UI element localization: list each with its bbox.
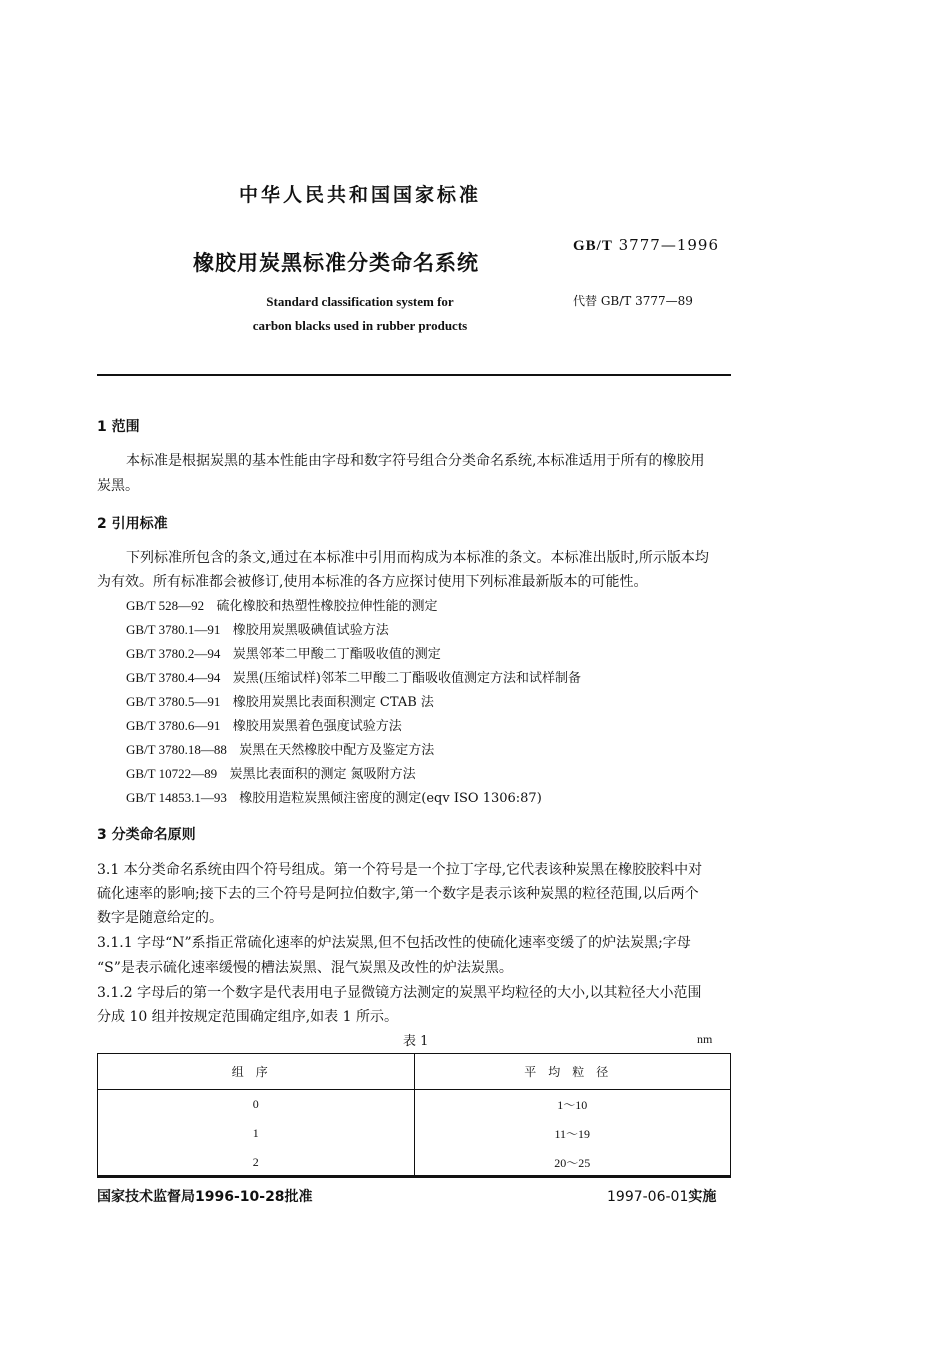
section-2-para-line2: 为有效。所有标准都会被修订,使用本标准的各方应探讨使用下列标准最新版本的可能性。 [97,574,648,590]
standard-prefix: GB/T [573,238,613,254]
section-2-heading: 2 引用标准 [97,516,168,532]
clause-3-1-1-line2: “S”是表示硫化速率缓慢的槽法炭黑、混气炭黑及改性的炉法炭黑。 [97,960,513,976]
table-row [98,1090,731,1120]
reference-item: GB/T 3780.18—88 炭黑在天然橡胶中配方及鉴定方法 [126,742,435,758]
document-title: 橡胶用炭黑标准分类命名系统 [193,251,479,275]
header-rule [97,374,731,376]
english-title-line1: Standard classification system for [266,294,454,309]
table-unit: nm [697,1032,713,1046]
particle-size-table [97,1053,731,1178]
reference-item: GB/T 3780.4—94 炭黑(压缩试样)邻苯二甲酸二丁酯吸收值测定方法和试样制备 [126,670,581,686]
clause-3-1-2-line2: 分成 10 组并按规定范围确定组序,如表 1 所示。 [97,1009,398,1025]
table-row [98,1148,731,1178]
table-header-cell: 平均粒径 [414,1054,731,1090]
section-1-heading: 1 范围 [97,419,140,435]
standard-code: 3777—1996 [618,236,719,254]
approval-note: 国家技术监督局1996-10-28批准 [97,1189,313,1205]
table-cell: 1～10 [557,1098,588,1112]
table-cell: 20～25 [554,1156,591,1170]
section-3-heading: 3 分类命名原则 [97,827,196,843]
clause-3-1-line3: 数字是随意给定的。 [97,910,223,926]
reference-item: GB/T 3780.1—91 橡胶用炭黑吸碘值试验方法 [126,622,389,638]
standard-number [573,236,719,255]
clause-3-1-2-line1: 3.1.2 字母后的第一个数字是代表用电子显微镜方法测定的炭黑平均粒径的大小,以其粒径大小范围 [97,985,702,1001]
clause-3-1-line2: 硫化速率的影响;接下去的三个符号是阿拉伯数字,第一个数字是表示该种炭黑的粒径范围,以后两个 [97,886,699,902]
table-cell: 0 [98,1090,415,1120]
table-header-row [98,1054,731,1090]
national-standard-title: 中华人民共和国国家标准 [238,184,481,206]
reference-item: GB/T 3780.2—94 炭黑邻苯二甲酸二丁酯吸收值的测定 [126,646,441,662]
table-caption: 表 1 [403,1034,429,1049]
footer-rule [97,1175,731,1177]
section-1-para-line1: 本标准是根据炭黑的基本性能由字母和数字符号组合分类命名系统,本标准适用于所有的橡胶用 [126,453,705,469]
table-row [98,1119,731,1148]
replaces-note: 代替 GB/T 3777—89 [573,294,693,308]
reference-item: GB/T 3780.5—91 橡胶用炭黑比表面积测定 CTAB 法 [126,694,434,710]
effective-date: 1997-06-01 [607,1189,689,1205]
english-title-line2: carbon blacks used in rubber products [252,318,468,333]
reference-item: GB/T 528—92 硫化橡胶和热塑性橡胶拉伸性能的测定 [126,598,438,614]
clause-3-1-1-line1: 3.1.1 字母“N”系指正常硫化速率的炉法炭黑,但不包括改性的使硫化速率变缓了的炉法炭黑;字母 [97,935,691,951]
table-cell: 11～19 [554,1127,591,1141]
reference-item: GB/T 10722—89 炭黑比表面积的测定 氮吸附方法 [126,766,416,782]
table-header-cell: 组序 [98,1054,415,1090]
section-2-para-line1: 下列标准所包含的条文,通过在本标准中引用而构成为本标准的条文。本标准出版时,所示版本均 [126,550,709,566]
reference-item: GB/T 14853.1—93 橡胶用造粒炭黑倾注密度的测定(eqv ISO 1306:87) [126,790,542,806]
effective-label: 实施 [688,1189,717,1205]
table-cell: 2 [98,1148,415,1178]
reference-item: GB/T 3780.6—91 橡胶用炭黑着色强度试验方法 [126,718,402,734]
section-1-para-line2: 炭黑。 [97,478,139,494]
table-cell: 1 [98,1119,415,1148]
clause-3-1-line1: 3.1 本分类命名系统由四个符号组成。第一个符号是一个拉丁字母,它代表该种炭黑在橡胶胶料中对 [97,862,703,878]
effective-note [607,1186,716,1206]
